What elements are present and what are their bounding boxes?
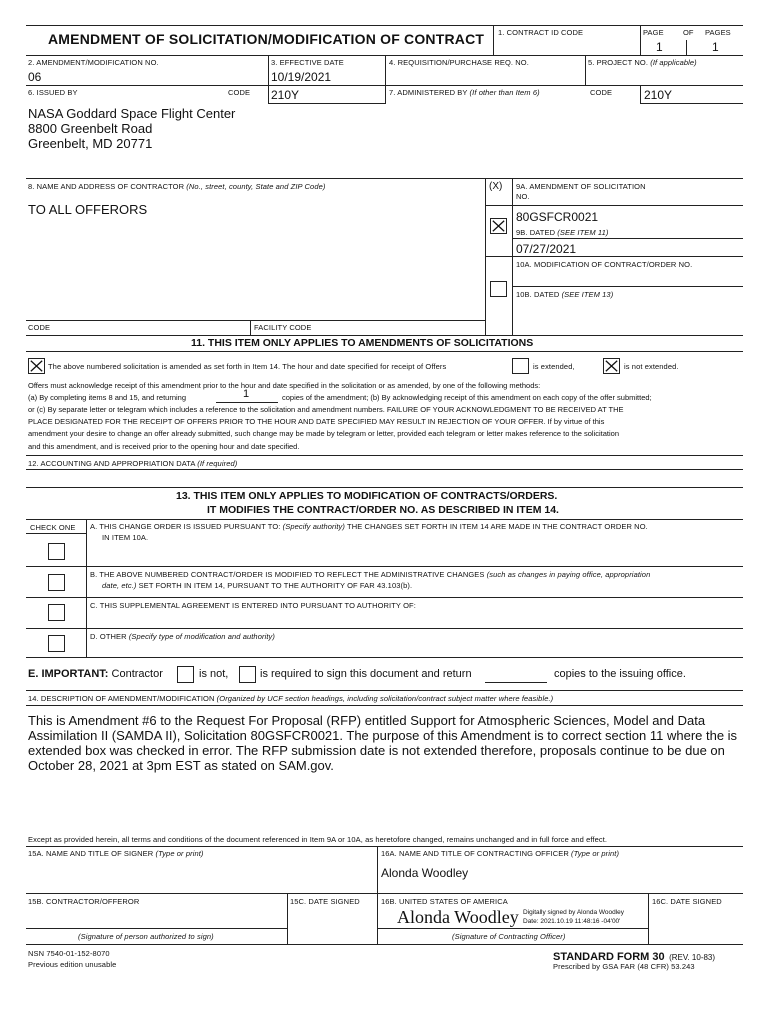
item11-para-1: Offers must acknowledge receipt of this amendment prior to the hour and date specified in the solicitation or as amended, by one of the following methods: — [28, 381, 541, 390]
checkmark-x-icon — [29, 359, 44, 373]
amendment-no-value: 06 — [28, 70, 42, 84]
description-line-4: October 28, 2021 at 3pm EST as stated on SAM.gov. — [28, 758, 334, 773]
facility-code-label: FACILITY CODE — [254, 323, 312, 332]
checkbox-10a[interactable] — [490, 281, 507, 297]
dated-9b-value: 07/27/2021 — [516, 242, 577, 256]
date-signed-16c-label: 16C. DATE SIGNED — [652, 897, 722, 906]
contractor-offeror-label: 15B. CONTRACTOR/OFFEROR — [28, 897, 140, 906]
pages-count: 1 — [712, 40, 719, 54]
date-signed-15c-label: 15C. DATE SIGNED — [290, 897, 360, 906]
check-one-label: CHECK ONE — [30, 523, 76, 532]
important-row: E. IMPORTANT: Contractor — [28, 668, 163, 680]
checkmark-x-icon — [604, 359, 619, 373]
form-title: AMENDMENT OF SOLICITATION/MODIFICATION OF CONTRACT — [48, 31, 485, 47]
accounting-label: 12. ACCOUNTING AND APPROPRIATION DATA (If required) — [28, 459, 238, 468]
checkbox-is-not[interactable] — [177, 666, 194, 683]
item11-para-5: amendment your desire to change an offer already submitted, such change may be made by telegram or letter, provided each telegram or letter makes reference to the solicitation — [28, 429, 620, 438]
item11-para-4: PLACE DESIGNATED FOR THE RECEIPT OF OFFERS PRIOR TO THE HOUR AND DATE SPECIFIED MAY RESULT IN REJECTION OF YOUR OFFER. If by virtue of this — [28, 417, 605, 426]
description-line-1: This is Amendment #6 to the Request For Proposal (RFP) entitled Support for Atmospheric Sciences, Model and Data — [28, 713, 706, 728]
page-number: 1 — [656, 40, 663, 54]
checkbox-solicitation-amended[interactable] — [28, 358, 45, 374]
issued-code-label: CODE — [228, 88, 251, 97]
item13-c-text: C. THIS SUPPLEMENTAL AGREEMENT IS ENTERED INTO PURSUANT TO AUTHORITY OF: — [90, 601, 416, 610]
officer-signature: Alonda Woodley — [397, 907, 519, 927]
admin-code-value: 210Y — [644, 88, 673, 102]
amendment-no-label: 2. AMENDMENT/MODIFICATION NO. — [28, 58, 159, 67]
digital-sign-line-2: Date: 2021.10.19 11:48:16 -04'00' — [523, 918, 621, 925]
signature-officer-caption: (Signature of Contracting Officer) — [452, 932, 566, 941]
copies-label: copies to the issuing office. — [554, 668, 686, 680]
checkmark-x-icon — [491, 219, 506, 233]
signature-person-caption: (Signature of person authorized to sign) — [78, 932, 214, 941]
officer-name-label: 16A. NAME AND TITLE OF CONTRACTING OFFICER (Type or print) — [381, 849, 620, 858]
description-label: 14. DESCRIPTION OF AMENDMENT/MODIFICATION (Organized by UCF section headings, including solicitation/contract subject matter where feasible.) — [28, 694, 554, 703]
checkbox-is-extended[interactable] — [512, 358, 529, 374]
issued-code-value: 210Y — [271, 88, 300, 102]
standard-form-label: STANDARD FORM 30 (REV. 10-83) — [553, 951, 716, 963]
contractor-value: TO ALL OFFERORS — [28, 202, 148, 217]
contract-id-label: 1. CONTRACT ID CODE — [498, 28, 584, 37]
item13-a-text: A. THIS CHANGE ORDER IS ISSUED PURSUANT TO: (Specify authority) THE CHANGES SET FORTH IN ITEM 14 ARE MADE IN THE CONTRACT ORDER NO. — [90, 522, 648, 531]
nsn-number: NSN 7540-01-152-8070 — [28, 949, 110, 958]
except-text: Except as provided herein, all terms and conditions of the document referenced in Item 9A or 10A, as heretofore changed, remains unchanged and in full force and effect. — [28, 835, 608, 844]
contractor-label: 8. NAME AND ADDRESS OF CONTRACTOR (No., street, county, State and ZIP Code) — [28, 182, 326, 191]
effective-date-label: 3. EFFECTIVE DATE — [271, 58, 344, 67]
dated-10b-label: 10B. DATED (SEE ITEM 13) — [516, 290, 614, 299]
administered-by-label: 7. ADMINISTERED BY (If other than Item 6) — [389, 88, 540, 97]
copies-returned-value: 1 — [243, 388, 250, 400]
item11-para-2a: (a) By completing items 8 and 15, and returning — [28, 393, 187, 402]
is-not-extended-label: is not extended. — [624, 362, 679, 371]
is-not-label: is not, — [199, 668, 229, 680]
admin-code-label: CODE — [590, 88, 613, 97]
previous-edition: Previous edition unusable — [28, 960, 117, 969]
checkbox-is-not-extended[interactable] — [603, 358, 620, 374]
item13-a-text-2: IN ITEM 10A. — [102, 533, 149, 542]
description-line-3: extended box was checked in error. The RFP submission date is not extended therefore, proposals continue to be due on — [28, 743, 725, 758]
item11-heading: 11. THIS ITEM ONLY APPLIES TO AMENDMENTS OF SOLICITATIONS — [191, 337, 534, 349]
pages-label: PAGES — [705, 28, 731, 37]
item13-d-text: D. OTHER (Specify type of modification and authority) — [90, 632, 275, 641]
issuer-line-2: 8800 Greenbelt Road — [28, 121, 153, 136]
checkbox-13d[interactable] — [48, 635, 65, 652]
item13-heading-2: IT MODIFIES THE CONTRACT/ORDER NO. AS DESCRIBED IN ITEM 14. — [207, 504, 559, 516]
is-required-label: is required to sign this document and return — [260, 668, 472, 680]
issued-by-label: 6. ISSUED BY — [28, 88, 78, 97]
issuer-line-1: NASA Goddard Space Flight Center — [28, 106, 236, 121]
requisition-label: 4. REQUISITION/PURCHASE REQ. NO. — [389, 58, 529, 67]
item13-b-text: B. THE ABOVE NUMBERED CONTRACT/ORDER IS MODIFIED TO REFLECT THE ADMINISTRATIVE CHANGES (such as changes in paying office, appropriation — [90, 570, 651, 579]
effective-date-value: 10/19/2021 — [271, 70, 332, 84]
checkbox-13a[interactable] — [48, 543, 65, 560]
item11-para-3: or (c) By separate letter or telegram which includes a reference to the solicitation and amendment numbers. FAILURE OF YOUR ACKNOWLEDGMENT TO BE RECEIVED AT THE — [28, 405, 624, 414]
of-label: OF — [683, 28, 694, 37]
item11-para-6: and this amendment, and is received prior to the opening hour and date specified. — [28, 442, 300, 451]
officer-name-value: Alonda Woodley — [381, 866, 469, 880]
item13-heading-1: 13. THIS ITEM ONLY APPLIES TO MODIFICATION OF CONTRACTS/ORDERS. — [176, 490, 558, 502]
issuer-line-3: Greenbelt, MD 20771 — [28, 136, 153, 151]
united-states-label: 16B. UNITED STATES OF AMERICA — [381, 897, 508, 906]
project-no-label: 5. PROJECT NO. (If applicable) — [588, 58, 697, 67]
dated-9b-label: 9B. DATED (SEE ITEM 11) — [516, 228, 609, 237]
contractor-code-label: CODE — [28, 323, 51, 332]
description-line-2: Assimilation II (SAMDA II), Solicitation 80GSFCR0021. The purpose of this Amendment is to correct section 11 where the is — [28, 728, 738, 743]
x-column-label: (X) — [489, 181, 503, 192]
is-extended-label: is extended, — [533, 362, 575, 371]
checkbox-9a[interactable] — [490, 218, 507, 234]
amendment-solicitation-label: 9A. AMENDMENT OF SOLICITATION — [516, 182, 646, 191]
page-label: PAGE — [643, 28, 664, 37]
prescribed-by: Prescribed by GSA FAR (48 CFR) 53.243 — [553, 962, 695, 971]
item11-line1: The above numbered solicitation is amended as set forth in Item 14. The hour and date specified for receipt of Offers — [48, 362, 447, 371]
checkbox-is-required[interactable] — [239, 666, 256, 683]
signer-name-label: 15A. NAME AND TITLE OF SIGNER (Type or print) — [28, 849, 204, 858]
item11-para-2b: copies of the amendment; (b) By acknowledging receipt of this amendment on each copy of the offer submitted; — [282, 393, 652, 402]
amendment-solicitation-label-2: NO. — [516, 192, 530, 201]
item13-b-text-2: date, etc.) SET FORTH IN ITEM 14, PURSUANT TO THE AUTHORITY OF FAR 43.103(b). — [102, 581, 413, 590]
solicitation-number-value: 80GSFCR0021 — [516, 210, 599, 224]
checkbox-13c[interactable] — [48, 604, 65, 621]
modification-contract-label: 10A. MODIFICATION OF CONTRACT/ORDER NO. — [516, 260, 693, 269]
checkbox-13b[interactable] — [48, 574, 65, 591]
digital-sign-line-1: Digitally signed by Alonda Woodley — [523, 909, 625, 916]
